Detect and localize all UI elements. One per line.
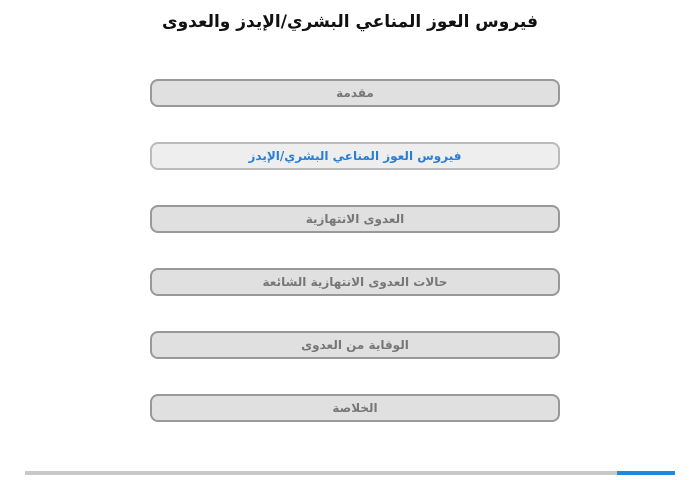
progress-bar-fill [617, 471, 676, 475]
menu-item-common-opportunistic-infections[interactable]: حالات العدوى الانتهازية الشائعة [150, 268, 560, 296]
menu-item-infection-prevention[interactable]: الوقاية من العدوى [150, 331, 560, 359]
menu-item-introduction[interactable]: مقدمة [150, 79, 560, 107]
progress-bar [25, 471, 675, 475]
menu-item-hiv-aids[interactable]: فيروس العوز المناعي البشري/الإيدز [150, 142, 560, 170]
page-title: فيروس العوز المناعي البشري/الإيدز والعدوى [162, 12, 538, 32]
menu-item-opportunistic-infections[interactable]: العدوى الانتهازية [150, 205, 560, 233]
menu-item-summary[interactable]: الخلاصة [150, 394, 560, 422]
navigation-menu [150, 79, 560, 457]
